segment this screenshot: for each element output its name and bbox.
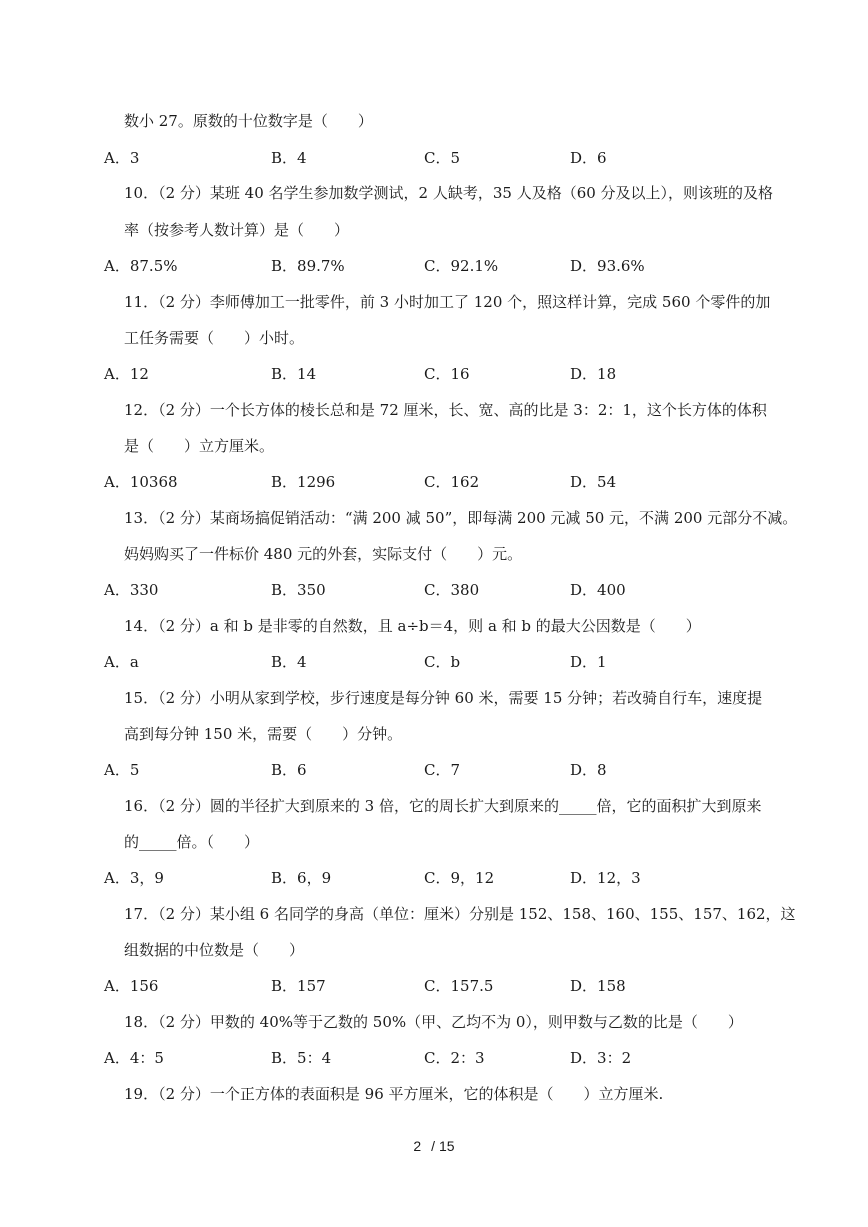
q15-line-1: 15．（2 分）小明从家到学校，步行速度是每分钟 60 米，需要 15 分钟；若改骑自行车，速度提 [124,689,763,707]
option-b: B．4 [271,653,307,671]
option-c: C．9，12 [424,869,495,887]
q15-line-2: 高到每分钟 150 米，需要（ ）分钟。 [124,725,403,743]
q12-line-2: 是（ ）立方厘米。 [124,437,275,455]
q17-options [0,976,868,996]
option-a: A．12 [104,365,149,383]
option-d: D．18 [570,365,617,383]
q16-line-1: 16．（2 分）圆的半径扩大到原来的 3 倍，它的周长扩大到原来的_____倍，它的面积扩大到原来 [124,797,762,815]
q16-options [0,868,868,888]
option-a: A．330 [104,581,159,599]
option-d: D．12，3 [570,869,641,887]
q10-line-2: 率（按参考人数计算）是（ ） [124,221,350,239]
option-a: A．10368 [104,473,178,491]
q11-options [0,364,868,384]
option-d: D．1 [570,653,607,671]
option-a: A．a [104,653,139,671]
q11-line-2: 工任务需要（ ）小时。 [124,329,305,347]
q19-line-1: 19．（2 分）一个正方体的表面积是 96 平方厘米，它的体积是（ ）立方厘米. [124,1085,664,1103]
option-a: A．87.5% [104,257,178,275]
option-c: C．380 [424,581,480,599]
option-a: A．5 [104,761,140,779]
q14-line-1: 14．（2 分）a 和 b 是非零的自然数，且 a÷b＝4，则 a 和 b 的最大公因数是（ ） [124,617,701,635]
total-pages: 15 [439,1138,455,1154]
option-c: C．92.1% [424,257,499,275]
option-d: D．3：2 [570,1049,632,1067]
q16-line-2: 的_____倍。（ ） [124,833,260,851]
option-d: D．93.6% [570,257,645,275]
q18-options [0,1048,868,1068]
option-c: C．2：3 [424,1049,485,1067]
option-c: C．16 [424,365,470,383]
option-b: B．350 [271,581,326,599]
q15-options [0,760,868,780]
option-a: A．3，9 [104,869,164,887]
q11-line-1: 11．（2 分）李师傅加工一批零件，前 3 小时加工了 120 个，照这样计算，完成 560 个零件的加 [124,293,771,311]
option-b: B．1296 [271,473,336,491]
option-b: B．5：4 [271,1049,332,1067]
current-page: 2 [413,1138,422,1154]
q9-options [0,148,868,168]
option-a: A．3 [104,149,140,167]
q18-line-1: 18．（2 分）甲数的 40%等于乙数的 50%（甲、乙均不为 0），则甲数与乙数的比是（ ） [124,1013,743,1031]
q10-options [0,256,868,276]
page-separator: / [431,1138,435,1154]
q12-line-1: 12．（2 分）一个长方体的棱长总和是 72 厘米，长、宽、高的比是 3：2：1，这个长方体的体积 [124,401,767,419]
q10-line-1: 10．（2 分）某班 40 名学生参加数学测试，2 人缺考，35 人及格（60 分及以上），则该班的及格 [124,184,774,202]
option-b: B．157 [271,977,326,995]
option-b: B．6 [271,761,307,779]
option-d: D．400 [570,581,626,599]
option-d: D．6 [570,149,607,167]
previous-question-tail: 数小 27。原数的十位数字是（ ） [124,112,373,130]
q17-line-1: 17．（2 分）某小组 6 名同学的身高（单位：厘米）分别是 152、158、160、155、157、162，这 [124,905,796,923]
option-d: D．158 [570,977,626,995]
option-d: D．8 [570,761,607,779]
page-number [0,1138,868,1154]
q12-options [0,472,868,492]
q14-options [0,652,868,672]
option-b: B．6，9 [271,869,332,887]
option-d: D．54 [570,473,617,491]
option-c: C．b [424,653,461,671]
q13-line-2: 妈妈购买了一件标价 480 元的外套，实际支付（ ）元。 [124,545,523,563]
option-a: A．4：5 [104,1049,164,1067]
option-c: C．5 [424,149,461,167]
q13-options [0,580,868,600]
q13-line-1: 13．（2 分）某商场搞促销活动：“满 200 减 50”，即每满 200 元减 50 元，不满 200 元部分不减。 [124,509,798,527]
option-a: A．156 [104,977,159,995]
option-b: B．14 [271,365,317,383]
option-b: B．4 [271,149,307,167]
option-c: C．157.5 [424,977,494,995]
option-c: C．162 [424,473,480,491]
option-b: B．89.7% [271,257,345,275]
option-c: C．7 [424,761,461,779]
q17-line-2: 组数据的中位数是（ ） [124,941,305,959]
